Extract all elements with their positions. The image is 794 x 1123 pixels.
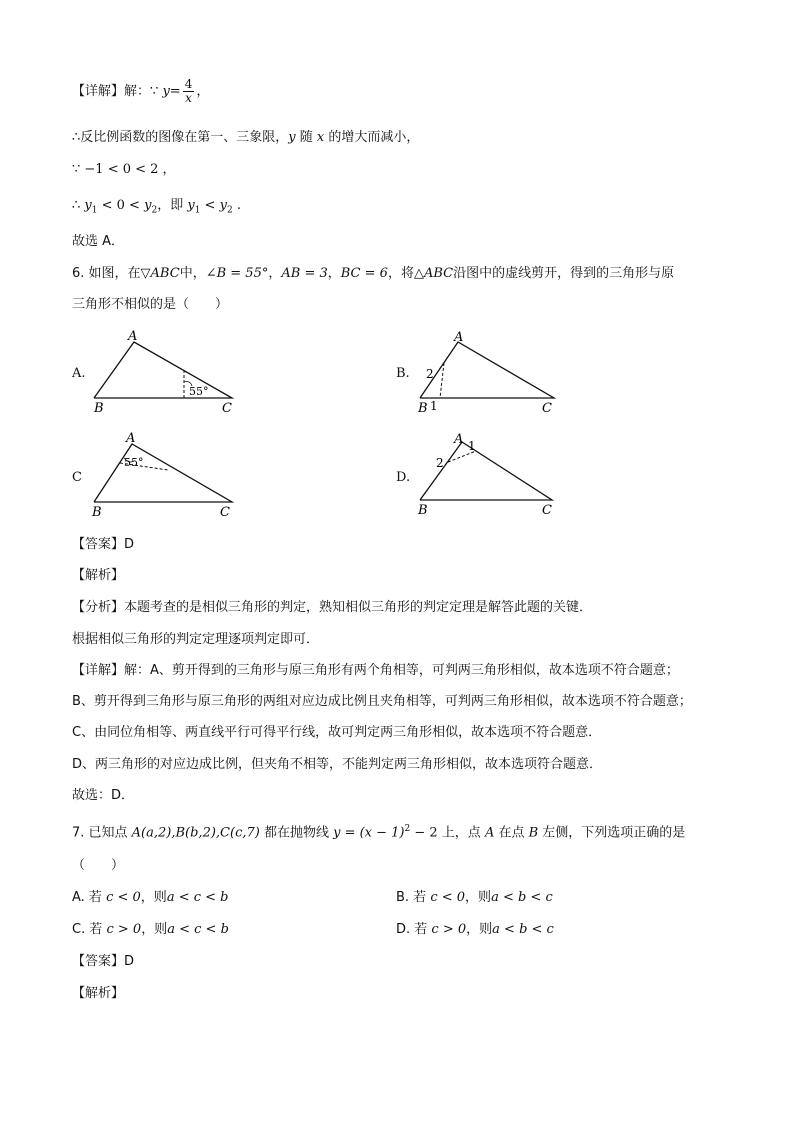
vertex-a-label: A <box>126 431 136 446</box>
question-6-line-1: 6. 如图，在▽ABC中，∠B = 55°，AB = 3，BC = 6，将△ABC沿图中的虚线剪开，得到的三角形与原 <box>72 266 675 281</box>
conclusion-line: 故选 A． <box>72 234 125 249</box>
fenxi-line-2: 根据相似三角形的判定定理逐项判定即可． <box>72 632 320 647</box>
vertex-c-label: C <box>220 505 230 520</box>
diagram-c-option: C <box>72 470 82 485</box>
segment-label-2: 2 <box>426 367 434 381</box>
detail-label: 【详解】 <box>72 84 125 99</box>
detail-line-4: ∴ $y_1 < 0 < y_2$，即 $y_1 < y_2$ . <box>72 198 241 216</box>
triangle-d <box>420 442 552 500</box>
vertex-c-label: C <box>222 401 232 416</box>
vertex-b-label: B <box>94 401 104 416</box>
option-7-a: A. 若 c < 0，则a < c < b <box>72 890 229 905</box>
vertex-a-label: A <box>454 432 464 447</box>
vertex-b-label: B <box>418 401 428 416</box>
triangle-c <box>94 444 232 502</box>
detail-6-a: 【详解】解：A、剪开得到的三角形与原三角形有两个角相等，可判两三角形相似，故本选项不符合题意； <box>72 663 679 678</box>
fraction: $\frac{4}{x}$ <box>184 77 193 105</box>
segment-label-2: 2 <box>436 456 444 470</box>
detail-line-1: 【详解】解：∵ y= $\frac{4}{x}$ ， <box>72 77 210 105</box>
angle-label: 55° <box>189 385 209 398</box>
option-7-c: C. 若 c > 0，则a < c < b <box>72 922 229 937</box>
triangle-a <box>94 342 232 398</box>
diagram-a <box>86 326 246 418</box>
option-7-d: D. 若 c > 0，则a < b < c <box>396 922 554 937</box>
segment-label-1: 1 <box>468 439 476 453</box>
diagram-c <box>86 430 246 522</box>
diagram-d-option: D. <box>396 470 411 485</box>
segment-label-1: 1 <box>430 399 438 413</box>
diagram-b-option: B. <box>396 366 410 381</box>
vertex-a-label: A <box>454 330 464 345</box>
vertex-c-label: C <box>542 503 552 518</box>
vertex-b-label: B <box>92 505 102 520</box>
angle-label: 55° <box>124 456 144 469</box>
analysis-7-label: 【解析】 <box>72 986 125 1001</box>
diagram-b <box>412 330 562 418</box>
vertex-b-label: B <box>418 503 428 518</box>
detail-line-3: ∵ −1 < 0 < 2 ， <box>72 162 176 177</box>
answer-7: 【答案】D <box>72 954 135 969</box>
fenxi-line: 【分析】本题考查的是相似三角形的判定，熟知相似三角形的判定定理是解答此题的关键． <box>72 600 593 615</box>
answer-6: 【答案】D <box>72 537 135 552</box>
triangle-b <box>420 342 554 398</box>
analysis-6-label: 【解析】 <box>72 568 125 583</box>
option-7-b: B. 若 c < 0，则a < b < c <box>396 890 553 905</box>
detail-line-2: ∴反比例函数的图像在第一、三象限，y 随 x 的增大而减小， <box>72 130 420 145</box>
detail-6-b: B、剪开得到三角形与原三角形的两组对应边成比例且夹角相等，可判两三角形相似，故本选项不符合题意； <box>72 694 692 709</box>
diagram-a-option: A. <box>72 366 86 381</box>
detail-6-c: C、由同位角相等、两直线平行可得平行线，故可判定两三角形相似，故本选项不符合题意． <box>72 725 602 740</box>
vertex-c-label: C <box>542 401 552 416</box>
diagram-d <box>412 432 562 520</box>
detail-6-d: D、两三角形的对应边成比例，但夹角不相等，不能判定两三角形相似，故本选项符合题意． <box>72 757 603 772</box>
detail-6-conclusion: 故选：D． <box>72 788 135 803</box>
question-6-line-2: 三角形不相似的是（ ） <box>72 297 229 312</box>
question-7-paren: （ ） <box>72 858 125 873</box>
vertex-a-label: A <box>128 329 138 344</box>
question-7-line-1: 7. 已知点 A(a,2),B(b,2),C(c,7) 都在抛物线 $y = (x - 1)^2 - 2$ 上，点 A 在点 B 左侧，下列选项正确的是 <box>72 824 686 841</box>
